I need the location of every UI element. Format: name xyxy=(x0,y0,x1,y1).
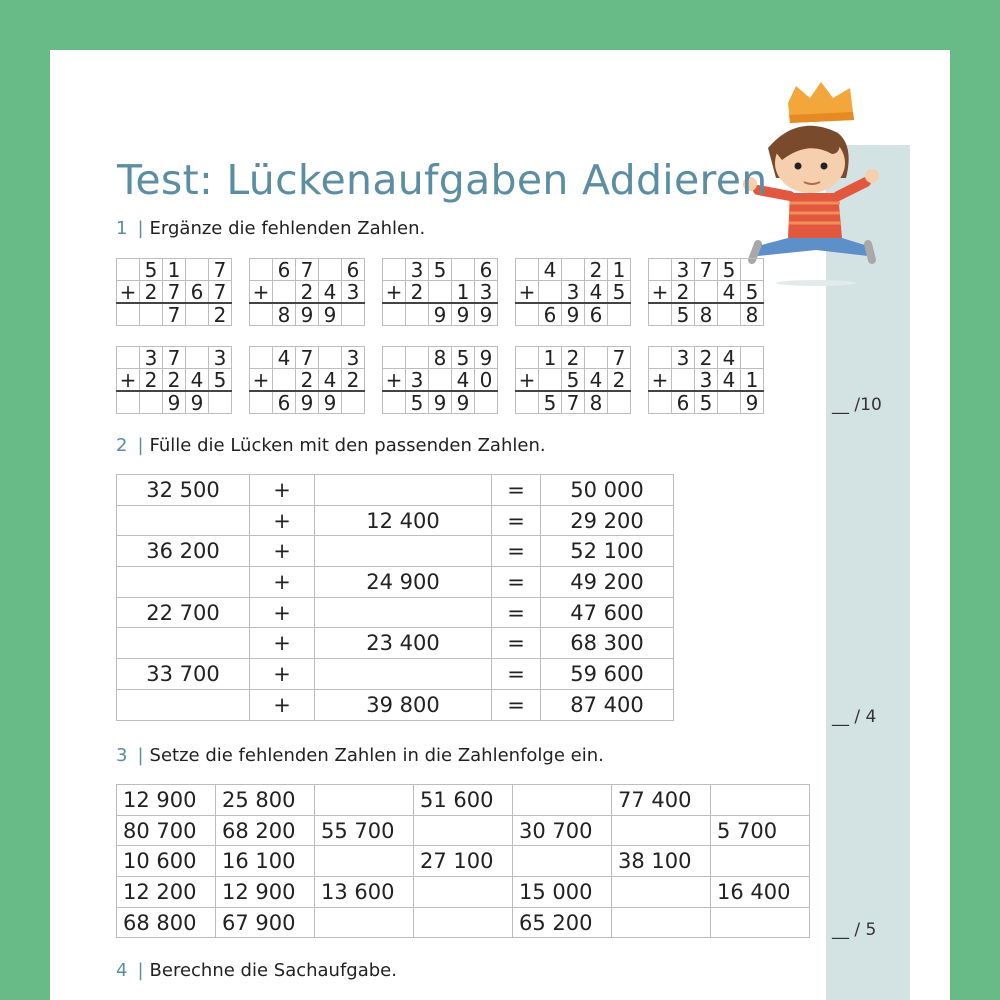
number-cell: 25 800 xyxy=(216,785,315,816)
digit-cell: 8 xyxy=(429,347,452,369)
digit-cell: 7 xyxy=(163,303,186,326)
digit-gap-cell[interactable] xyxy=(406,303,429,326)
digit-cell: 2 xyxy=(163,369,186,392)
digit-cell: 7 xyxy=(562,391,585,414)
digit-cell: 7 xyxy=(209,281,232,304)
digit-gap-cell[interactable] xyxy=(319,347,342,369)
digit-cell: 4 xyxy=(452,369,475,392)
number-cell: 24 900 xyxy=(315,567,492,598)
table-row xyxy=(117,597,674,628)
digit-cell: 6 xyxy=(186,281,209,304)
digit-cell: 2 xyxy=(562,347,585,369)
digit-cell: 9 xyxy=(296,303,319,326)
number-cell: 12 900 xyxy=(117,785,216,816)
equals-sign: = xyxy=(492,567,541,598)
digit-cell: 7 xyxy=(296,259,319,281)
number-cell: 68 800 xyxy=(117,907,216,938)
number-cell: 87 400 xyxy=(541,689,674,720)
digit-gap-cell[interactable] xyxy=(672,369,695,392)
gap-cell[interactable] xyxy=(117,689,250,720)
task-text: Fülle die Lücken mit den passenden Zahlen. xyxy=(149,435,546,456)
digit-cell: 2 xyxy=(209,303,232,326)
digit-gap-cell[interactable] xyxy=(585,347,608,369)
digit-cell: 3 xyxy=(406,369,429,392)
digit-cell: 3 xyxy=(406,259,429,281)
number-cell: 77 400 xyxy=(612,785,711,816)
digit-cell: 6 xyxy=(475,259,498,281)
digit-cell: 2 xyxy=(140,281,163,304)
sequence-row xyxy=(117,785,810,816)
number-cell: 49 200 xyxy=(541,567,674,598)
task-number: 2 xyxy=(116,435,128,456)
addition-problem xyxy=(249,346,365,414)
number-cell: 39 800 xyxy=(315,689,492,720)
digit-cell: 9 xyxy=(562,303,585,326)
digit-gap-cell[interactable] xyxy=(649,303,672,326)
digit-cell: 8 xyxy=(585,391,608,414)
sequence-row xyxy=(117,815,810,846)
plus-sign: + xyxy=(516,281,539,304)
number-cell: 47 600 xyxy=(541,597,674,628)
table-row xyxy=(117,628,674,659)
number-cell: 23 400 xyxy=(315,628,492,659)
sequence-row xyxy=(117,846,810,877)
digit-gap-cell[interactable] xyxy=(117,391,140,414)
digit-cell: 5 xyxy=(741,281,764,304)
digit-gap-cell[interactable] xyxy=(140,391,163,414)
equals-sign: = xyxy=(492,659,541,690)
table-row xyxy=(117,659,674,690)
score-task-1: __ /10 xyxy=(832,395,882,415)
digit-gap-cell[interactable] xyxy=(273,281,296,304)
gap-cell[interactable] xyxy=(315,846,414,877)
gap-cell[interactable] xyxy=(315,597,492,628)
gap-cell[interactable] xyxy=(711,907,810,938)
digit-gap-cell[interactable] xyxy=(516,303,539,326)
gap-cell[interactable] xyxy=(612,907,711,938)
digit-cell: 9 xyxy=(429,303,452,326)
table-row xyxy=(117,689,674,720)
digit-gap-cell[interactable] xyxy=(250,303,273,326)
page-title: Test: Lückenaufgaben Addieren xyxy=(117,156,768,204)
digit-cell: 4 xyxy=(585,281,608,304)
gap-cell[interactable] xyxy=(315,536,492,567)
number-cell: 16 100 xyxy=(216,846,315,877)
digit-cell: 6 xyxy=(273,391,296,414)
plus-sign: + xyxy=(250,689,315,720)
digit-cell: 7 xyxy=(608,347,631,369)
digit-cell: 5 xyxy=(452,347,475,369)
gap-cell[interactable] xyxy=(315,907,414,938)
task-1-heading xyxy=(116,218,425,239)
digit-gap-cell[interactable] xyxy=(741,347,764,369)
digit-gap-cell[interactable] xyxy=(117,259,140,281)
digit-cell: 9 xyxy=(319,303,342,326)
digit-cell: 4 xyxy=(186,369,209,392)
number-cell: 59 600 xyxy=(541,659,674,690)
digit-cell: 3 xyxy=(562,281,585,304)
digit-cell: 4 xyxy=(585,369,608,392)
number-cell: 30 700 xyxy=(513,815,612,846)
digit-cell: 3 xyxy=(209,347,232,369)
digit-cell: 9 xyxy=(741,391,764,414)
digit-gap-cell[interactable] xyxy=(342,303,365,326)
addition-problem xyxy=(515,346,631,414)
digit-gap-cell[interactable] xyxy=(319,259,342,281)
addition-problem xyxy=(382,258,498,326)
digit-gap-cell[interactable] xyxy=(383,391,406,414)
gap-cell[interactable] xyxy=(612,815,711,846)
digit-cell: 9 xyxy=(475,303,498,326)
digit-cell: 3 xyxy=(695,369,718,392)
task-separator: | xyxy=(137,435,144,456)
plus-sign: + xyxy=(649,369,672,392)
plus-sign: + xyxy=(250,369,273,392)
number-cell: 32 500 xyxy=(117,475,250,506)
plus-sign: + xyxy=(649,281,672,304)
digit-cell: 8 xyxy=(273,303,296,326)
digit-gap-cell[interactable] xyxy=(608,303,631,326)
plus-sign: + xyxy=(383,369,406,392)
gap-cell[interactable] xyxy=(117,628,250,659)
task-number: 1 xyxy=(116,218,128,239)
digit-gap-cell[interactable] xyxy=(649,259,672,281)
digit-cell: 2 xyxy=(608,369,631,392)
digit-cell: 2 xyxy=(406,281,429,304)
gap-equations-table xyxy=(116,474,674,721)
digit-cell: 3 xyxy=(475,281,498,304)
digit-cell: 9 xyxy=(475,347,498,369)
digit-gap-cell[interactable] xyxy=(516,259,539,281)
digit-gap-cell[interactable] xyxy=(516,347,539,369)
addition-problem xyxy=(648,258,764,326)
digit-gap-cell[interactable] xyxy=(383,303,406,326)
digit-cell: 3 xyxy=(140,347,163,369)
gap-cell[interactable] xyxy=(612,877,711,908)
digit-cell: 7 xyxy=(296,347,319,369)
plus-sign: + xyxy=(117,369,140,392)
digit-cell: 1 xyxy=(539,347,562,369)
digit-gap-cell[interactable] xyxy=(516,391,539,414)
task-number: 4 xyxy=(116,960,128,981)
number-cell: 12 200 xyxy=(117,877,216,908)
digit-gap-cell[interactable] xyxy=(429,369,452,392)
digit-cell: 5 xyxy=(406,391,429,414)
number-cell: 51 600 xyxy=(414,785,513,816)
table-row xyxy=(117,567,674,598)
number-cell: 5 700 xyxy=(711,815,810,846)
digit-gap-cell[interactable] xyxy=(649,347,672,369)
digit-gap-cell[interactable] xyxy=(186,303,209,326)
digit-cell: 6 xyxy=(342,259,365,281)
digit-gap-cell[interactable] xyxy=(273,369,296,392)
digit-cell: 4 xyxy=(718,369,741,392)
digit-gap-cell[interactable] xyxy=(649,391,672,414)
digit-gap-cell[interactable] xyxy=(452,259,475,281)
digit-cell: 1 xyxy=(608,259,631,281)
plus-sign: + xyxy=(250,536,315,567)
digit-cell: 2 xyxy=(585,259,608,281)
gap-cell[interactable] xyxy=(315,475,492,506)
number-cell: 12 400 xyxy=(315,505,492,536)
table-row xyxy=(117,536,674,567)
digit-gap-cell[interactable] xyxy=(250,259,273,281)
task-text: Berechne die Sachaufgabe. xyxy=(149,960,397,981)
number-cell: 38 100 xyxy=(612,846,711,877)
digit-cell: 6 xyxy=(585,303,608,326)
number-cell: 29 200 xyxy=(541,505,674,536)
plus-sign: + xyxy=(250,475,315,506)
digit-cell: 4 xyxy=(319,281,342,304)
digit-cell: 7 xyxy=(163,347,186,369)
gap-cell[interactable] xyxy=(117,567,250,598)
digit-cell: 5 xyxy=(562,369,585,392)
digit-gap-cell[interactable] xyxy=(718,303,741,326)
digit-gap-cell[interactable] xyxy=(383,259,406,281)
digit-gap-cell[interactable] xyxy=(562,259,585,281)
sequence-row xyxy=(117,877,810,908)
digit-gap-cell[interactable] xyxy=(186,259,209,281)
sequence-row xyxy=(117,907,810,938)
digit-cell: 3 xyxy=(342,281,365,304)
number-cell: 65 200 xyxy=(513,907,612,938)
digit-cell: 7 xyxy=(163,281,186,304)
plus-sign: + xyxy=(516,369,539,392)
task-3-heading xyxy=(116,745,604,766)
digit-cell: 9 xyxy=(319,391,342,414)
digit-cell: 5 xyxy=(695,391,718,414)
plus-sign: + xyxy=(250,281,273,304)
digit-gap-cell[interactable] xyxy=(406,347,429,369)
digit-cell: 4 xyxy=(319,369,342,392)
digit-gap-cell[interactable] xyxy=(117,303,140,326)
digit-cell: 8 xyxy=(695,303,718,326)
addition-problem xyxy=(116,258,232,326)
number-cell: 36 200 xyxy=(117,536,250,567)
digit-cell: 2 xyxy=(695,347,718,369)
gap-cell[interactable] xyxy=(414,877,513,908)
digit-cell: 0 xyxy=(475,369,498,392)
number-cell: 27 100 xyxy=(414,846,513,877)
gap-cell[interactable] xyxy=(711,785,810,816)
digit-cell: 2 xyxy=(672,281,695,304)
digit-cell: 9 xyxy=(186,391,209,414)
digit-cell: 1 xyxy=(452,281,475,304)
gap-cell[interactable] xyxy=(513,785,612,816)
digit-gap-cell[interactable] xyxy=(718,391,741,414)
number-cell: 22 700 xyxy=(117,597,250,628)
task-4-heading xyxy=(116,960,397,981)
gap-cell[interactable] xyxy=(315,785,414,816)
digit-cell: 6 xyxy=(539,303,562,326)
equals-sign: = xyxy=(492,597,541,628)
digit-cell: 4 xyxy=(718,281,741,304)
task-number: 3 xyxy=(116,745,128,766)
digit-gap-cell[interactable] xyxy=(741,259,764,281)
digit-cell: 1 xyxy=(163,259,186,281)
task-text: Setze die fehlenden Zahlen in die Zahlenfolge ein. xyxy=(149,745,604,766)
digit-cell: 9 xyxy=(452,303,475,326)
gap-cell[interactable] xyxy=(117,505,250,536)
plus-sign: + xyxy=(250,505,315,536)
equals-sign: = xyxy=(492,475,541,506)
gap-cell[interactable] xyxy=(414,815,513,846)
equals-sign: = xyxy=(492,689,541,720)
number-cell: 80 700 xyxy=(117,815,216,846)
plus-sign: + xyxy=(250,659,315,690)
digit-cell: 5 xyxy=(140,259,163,281)
digit-gap-cell[interactable] xyxy=(429,281,452,304)
equals-sign: = xyxy=(492,536,541,567)
digit-gap-cell[interactable] xyxy=(383,347,406,369)
task-2-heading xyxy=(116,435,546,456)
digit-cell: 4 xyxy=(539,259,562,281)
digit-cell: 3 xyxy=(672,259,695,281)
table-row xyxy=(117,475,674,506)
addition-problem xyxy=(382,346,498,414)
digit-cell: 8 xyxy=(741,303,764,326)
digit-gap-cell[interactable] xyxy=(342,391,365,414)
digit-gap-cell[interactable] xyxy=(117,347,140,369)
table-row xyxy=(117,505,674,536)
digit-gap-cell[interactable] xyxy=(539,281,562,304)
digit-gap-cell[interactable] xyxy=(140,303,163,326)
digit-gap-cell[interactable] xyxy=(608,391,631,414)
number-cell: 68 300 xyxy=(541,628,674,659)
digit-cell: 4 xyxy=(718,347,741,369)
digit-cell: 5 xyxy=(209,369,232,392)
digit-cell: 7 xyxy=(209,259,232,281)
digit-cell: 6 xyxy=(273,259,296,281)
digit-cell: 5 xyxy=(429,259,452,281)
score-task-3: __ / 5 xyxy=(832,920,877,940)
digit-gap-cell[interactable] xyxy=(475,391,498,414)
digit-cell: 9 xyxy=(163,391,186,414)
digit-cell: 4 xyxy=(273,347,296,369)
digit-cell: 2 xyxy=(140,369,163,392)
task-separator: | xyxy=(137,218,144,239)
digit-cell: 5 xyxy=(672,303,695,326)
addition-problem xyxy=(249,258,365,326)
plus-sign: + xyxy=(117,281,140,304)
number-cell: 33 700 xyxy=(117,659,250,690)
number-cell: 12 900 xyxy=(216,877,315,908)
plus-sign: + xyxy=(250,628,315,659)
number-cell: 16 400 xyxy=(711,877,810,908)
plus-sign: + xyxy=(250,567,315,598)
digit-gap-cell[interactable] xyxy=(695,281,718,304)
digit-cell: 5 xyxy=(718,259,741,281)
number-cell: 55 700 xyxy=(315,815,414,846)
digit-cell: 6 xyxy=(672,391,695,414)
digit-gap-cell[interactable] xyxy=(209,391,232,414)
plus-sign: + xyxy=(250,597,315,628)
digit-cell: 9 xyxy=(429,391,452,414)
number-cell: 67 900 xyxy=(216,907,315,938)
equals-sign: = xyxy=(492,505,541,536)
number-cell: 13 600 xyxy=(315,877,414,908)
gap-cell[interactable] xyxy=(414,907,513,938)
digit-cell: 2 xyxy=(342,369,365,392)
task-separator: | xyxy=(137,960,144,981)
plus-sign: + xyxy=(383,281,406,304)
gap-cell[interactable] xyxy=(315,659,492,690)
digit-gap-cell[interactable] xyxy=(539,369,562,392)
task-text: Ergänze die fehlenden Zahlen. xyxy=(149,218,426,239)
score-task-2: __ / 4 xyxy=(832,707,877,727)
digit-cell: 2 xyxy=(296,281,319,304)
number-cell: 10 600 xyxy=(117,846,216,877)
gap-cell[interactable] xyxy=(513,846,612,877)
digit-gap-cell[interactable] xyxy=(250,391,273,414)
addition-problem xyxy=(515,258,631,326)
digit-cell: 5 xyxy=(539,391,562,414)
digit-cell: 1 xyxy=(741,369,764,392)
task-separator: | xyxy=(137,745,144,766)
digit-gap-cell[interactable] xyxy=(186,347,209,369)
addition-problem xyxy=(648,346,764,414)
digit-gap-cell[interactable] xyxy=(250,347,273,369)
digit-cell: 3 xyxy=(672,347,695,369)
number-cell: 50 000 xyxy=(541,475,674,506)
digit-cell: 9 xyxy=(296,391,319,414)
equals-sign: = xyxy=(492,628,541,659)
addition-problem xyxy=(116,346,232,414)
number-cell: 68 200 xyxy=(216,815,315,846)
gap-cell[interactable] xyxy=(711,846,810,877)
number-cell: 15 000 xyxy=(513,877,612,908)
digit-cell: 3 xyxy=(342,347,365,369)
digit-cell: 5 xyxy=(608,281,631,304)
number-cell: 52 100 xyxy=(541,536,674,567)
digit-cell: 2 xyxy=(296,369,319,392)
digit-cell: 9 xyxy=(452,391,475,414)
digit-cell: 7 xyxy=(695,259,718,281)
number-sequence-table xyxy=(116,784,810,938)
